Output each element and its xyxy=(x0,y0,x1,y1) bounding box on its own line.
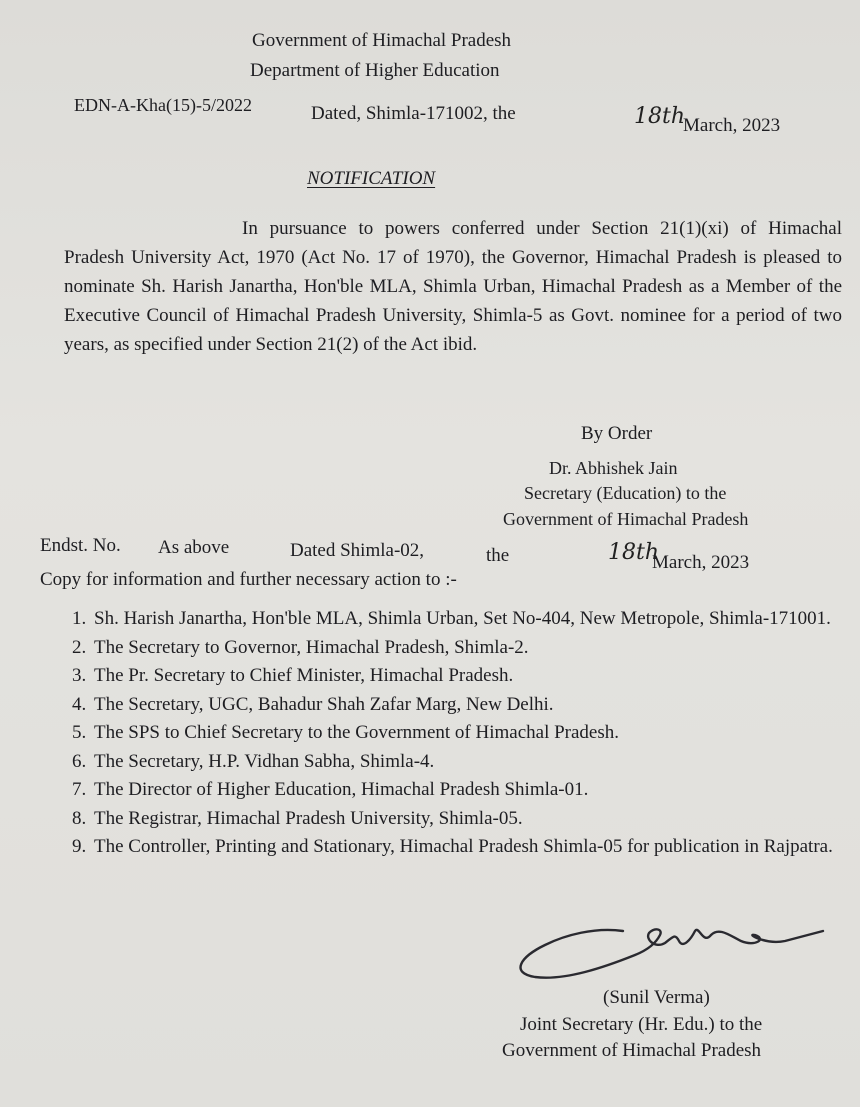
list-item: 2. The Secretary to Governor, Himachal Pradesh, Shimla-2. xyxy=(72,636,529,658)
list-item: 8. The Registrar, Himachal Pradesh University, Shimla-05. xyxy=(72,807,523,829)
by-order: By Order xyxy=(581,423,653,444)
notification-title: NOTIFICATION xyxy=(307,168,436,189)
list-item: 5. The SPS to Chief Secretary to the Government of Himachal Pradesh. xyxy=(72,722,620,743)
signatory-designation: Joint Secretary (Hr. Edu.) to the xyxy=(520,1014,763,1035)
copy-list xyxy=(72,605,842,862)
endorsement-dated: Dated Shimla-02, xyxy=(290,540,425,561)
handwritten-signature xyxy=(505,905,825,985)
header-department: Department of Higher Education xyxy=(250,60,500,81)
copy-line: Copy for information and further necessary action to :- xyxy=(40,569,457,590)
header-government: Government of Himachal Pradesh xyxy=(252,30,512,51)
endorsement-month-year: March, 2023 xyxy=(652,552,750,573)
endorsement-handwritten-day: 18th xyxy=(608,540,660,565)
list-item: 1. Sh. Harish Janartha, Hon'ble MLA, Shimla Urban, Set No-404, New Metropole, Shimla-171001. xyxy=(72,608,831,629)
list-item: 6. The Secretary, H.P. Vidhan Sabha, Shimla-4. xyxy=(72,750,435,772)
reference-number: EDN-A-Kha(15)-5/2022 xyxy=(74,95,252,115)
notification-body xyxy=(64,214,842,359)
reference-month-year: March, 2023 xyxy=(683,115,781,136)
order-signatory-name: Dr. Abhishek Jain xyxy=(549,458,678,478)
endorsement-label: Endst. No. xyxy=(40,535,121,556)
endorsement-the: the xyxy=(486,545,510,566)
order-signatory-government: Government of Himachal Pradesh xyxy=(503,509,749,529)
signatory-government: Government of Himachal Pradesh xyxy=(502,1040,762,1061)
list-item: 3. The Pr. Secretary to Chief Minister, Himachal Pradesh. xyxy=(72,665,514,686)
order-signatory-designation: Secretary (Education) to the xyxy=(524,483,727,503)
list-item: 4. The Secretary, UGC, Bahadur Shah Zafar Marg, New Delhi. xyxy=(72,693,554,715)
reference-dated: Dated, Shimla-171002, the xyxy=(311,103,516,124)
endorsement-as-above: As above xyxy=(158,537,230,558)
handwritten-date-day: 18th xyxy=(634,104,686,129)
signatory-name: (Sunil Verma) xyxy=(603,987,710,1008)
list-item: 7. The Director of Higher Education, Himachal Pradesh Shimla-01. xyxy=(72,779,589,800)
list-item: 9. The Controller, Printing and Stationary, Himachal Pradesh Shimla-05 for publication in Rajpatra. xyxy=(72,836,833,857)
body-text: In pursuance to powers conferred under Section 21(1)(xi) of Himachal Pradesh University Act, 1970 (Act No. 17 of 1970), the Governor, Himachal Pradesh is pleased to nominate Sh. Harish Janartha, Hon'ble MLA, Shimla Urban, Himachal Pradesh as a Member of the Executive Council of Himachal Pradesh University, Shimla-5 as Govt. nominee for a period of two years, as specified under Section 21(2) of the Act ibid. xyxy=(64,218,842,355)
